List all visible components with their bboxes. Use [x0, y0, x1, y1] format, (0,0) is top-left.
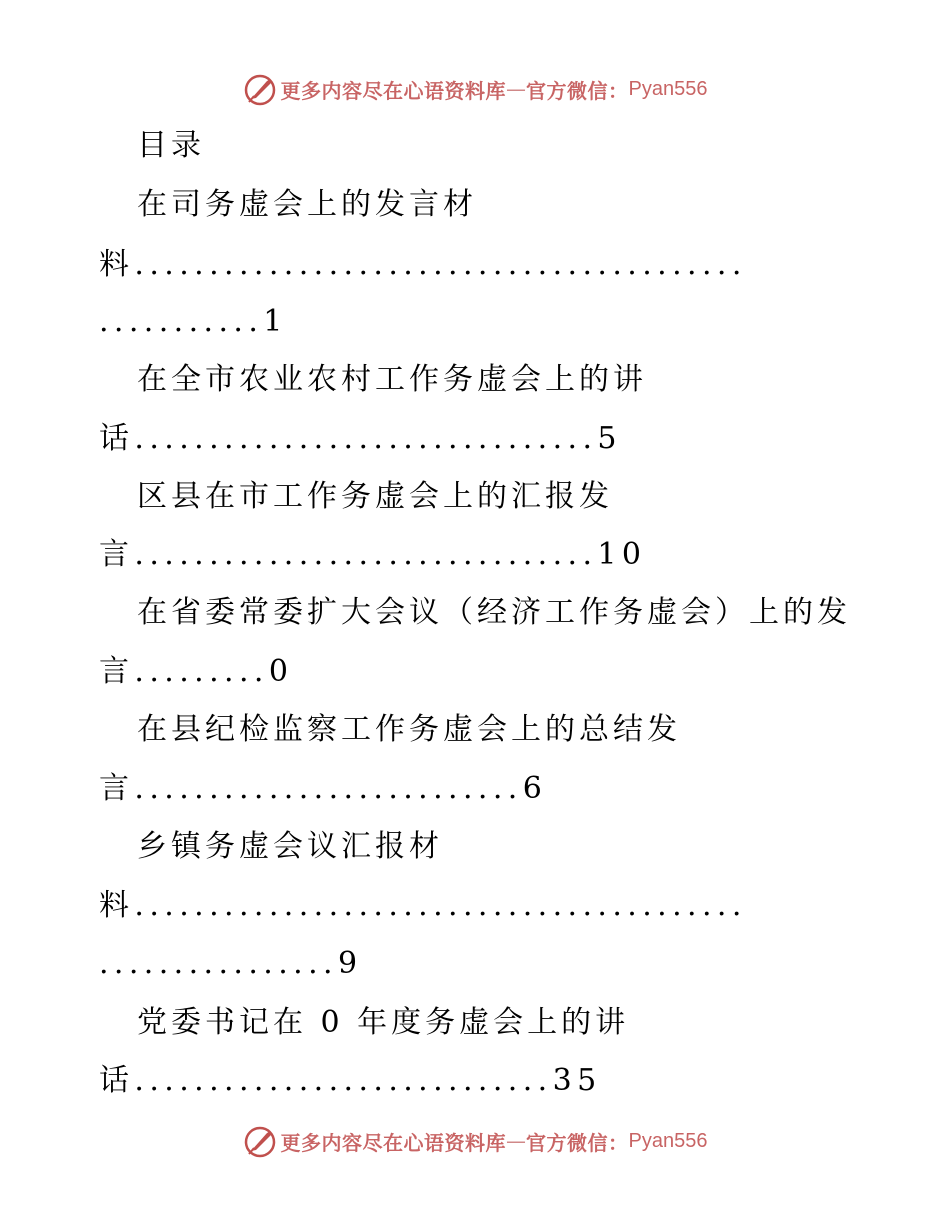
- toc-entry-leader: 言.........0: [99, 654, 294, 689]
- header-watermark: [0, 72, 950, 106]
- watermark-separator: —: [506, 1129, 527, 1153]
- toc-entry-title: 在司务虚会上的发言材: [137, 187, 477, 222]
- footer-watermark: [0, 1124, 950, 1158]
- watermark-wechat-id: Pyan556: [628, 77, 708, 100]
- toc-entry-title: 在全市农业农村工作务虚会上的讲: [137, 362, 647, 397]
- toc-entry-title: 在县纪检监察工作务虚会上的总结发: [137, 712, 681, 747]
- toc-entry-title: 区县在市工作务虚会上的汇报发: [137, 479, 613, 514]
- toc-entry-title: 乡镇务虚会议汇报材: [137, 829, 443, 864]
- watermark-official: 官方微信：: [526, 1130, 629, 1155]
- watermark-official: 官方微信：: [526, 78, 629, 103]
- toc-entry-leader: 言..........................6: [99, 771, 548, 806]
- toc-entry-leader: 话...............................5: [99, 421, 622, 456]
- watermark-wechat-id: Pyan556: [628, 1129, 708, 1152]
- toc-entry-leader: 言...............................10: [99, 537, 647, 572]
- toc-entry-title: 在省委常委扩大会议（经济工作务虚会）上的发: [137, 595, 851, 630]
- feather-logo-icon: [243, 72, 277, 106]
- toc-entry-leader: ...........1: [99, 304, 288, 339]
- toc-heading: 目录: [137, 128, 205, 163]
- feather-logo-icon: [243, 1124, 277, 1158]
- toc-entry-leader: ................9: [99, 946, 363, 981]
- toc-entry-title: 党委书记在 0 年度务虚会上的讲: [137, 1005, 630, 1040]
- toc-entry-leader: 话............................35: [99, 1063, 602, 1098]
- watermark-separator: —: [506, 77, 527, 101]
- toc-entry-leader: 料.........................................: [99, 247, 747, 282]
- watermark-brand: 更多内容尽在心语资料库: [280, 78, 507, 103]
- toc-entry-leader: 料.........................................: [99, 888, 747, 923]
- watermark-brand: 更多内容尽在心语资料库: [280, 1130, 507, 1155]
